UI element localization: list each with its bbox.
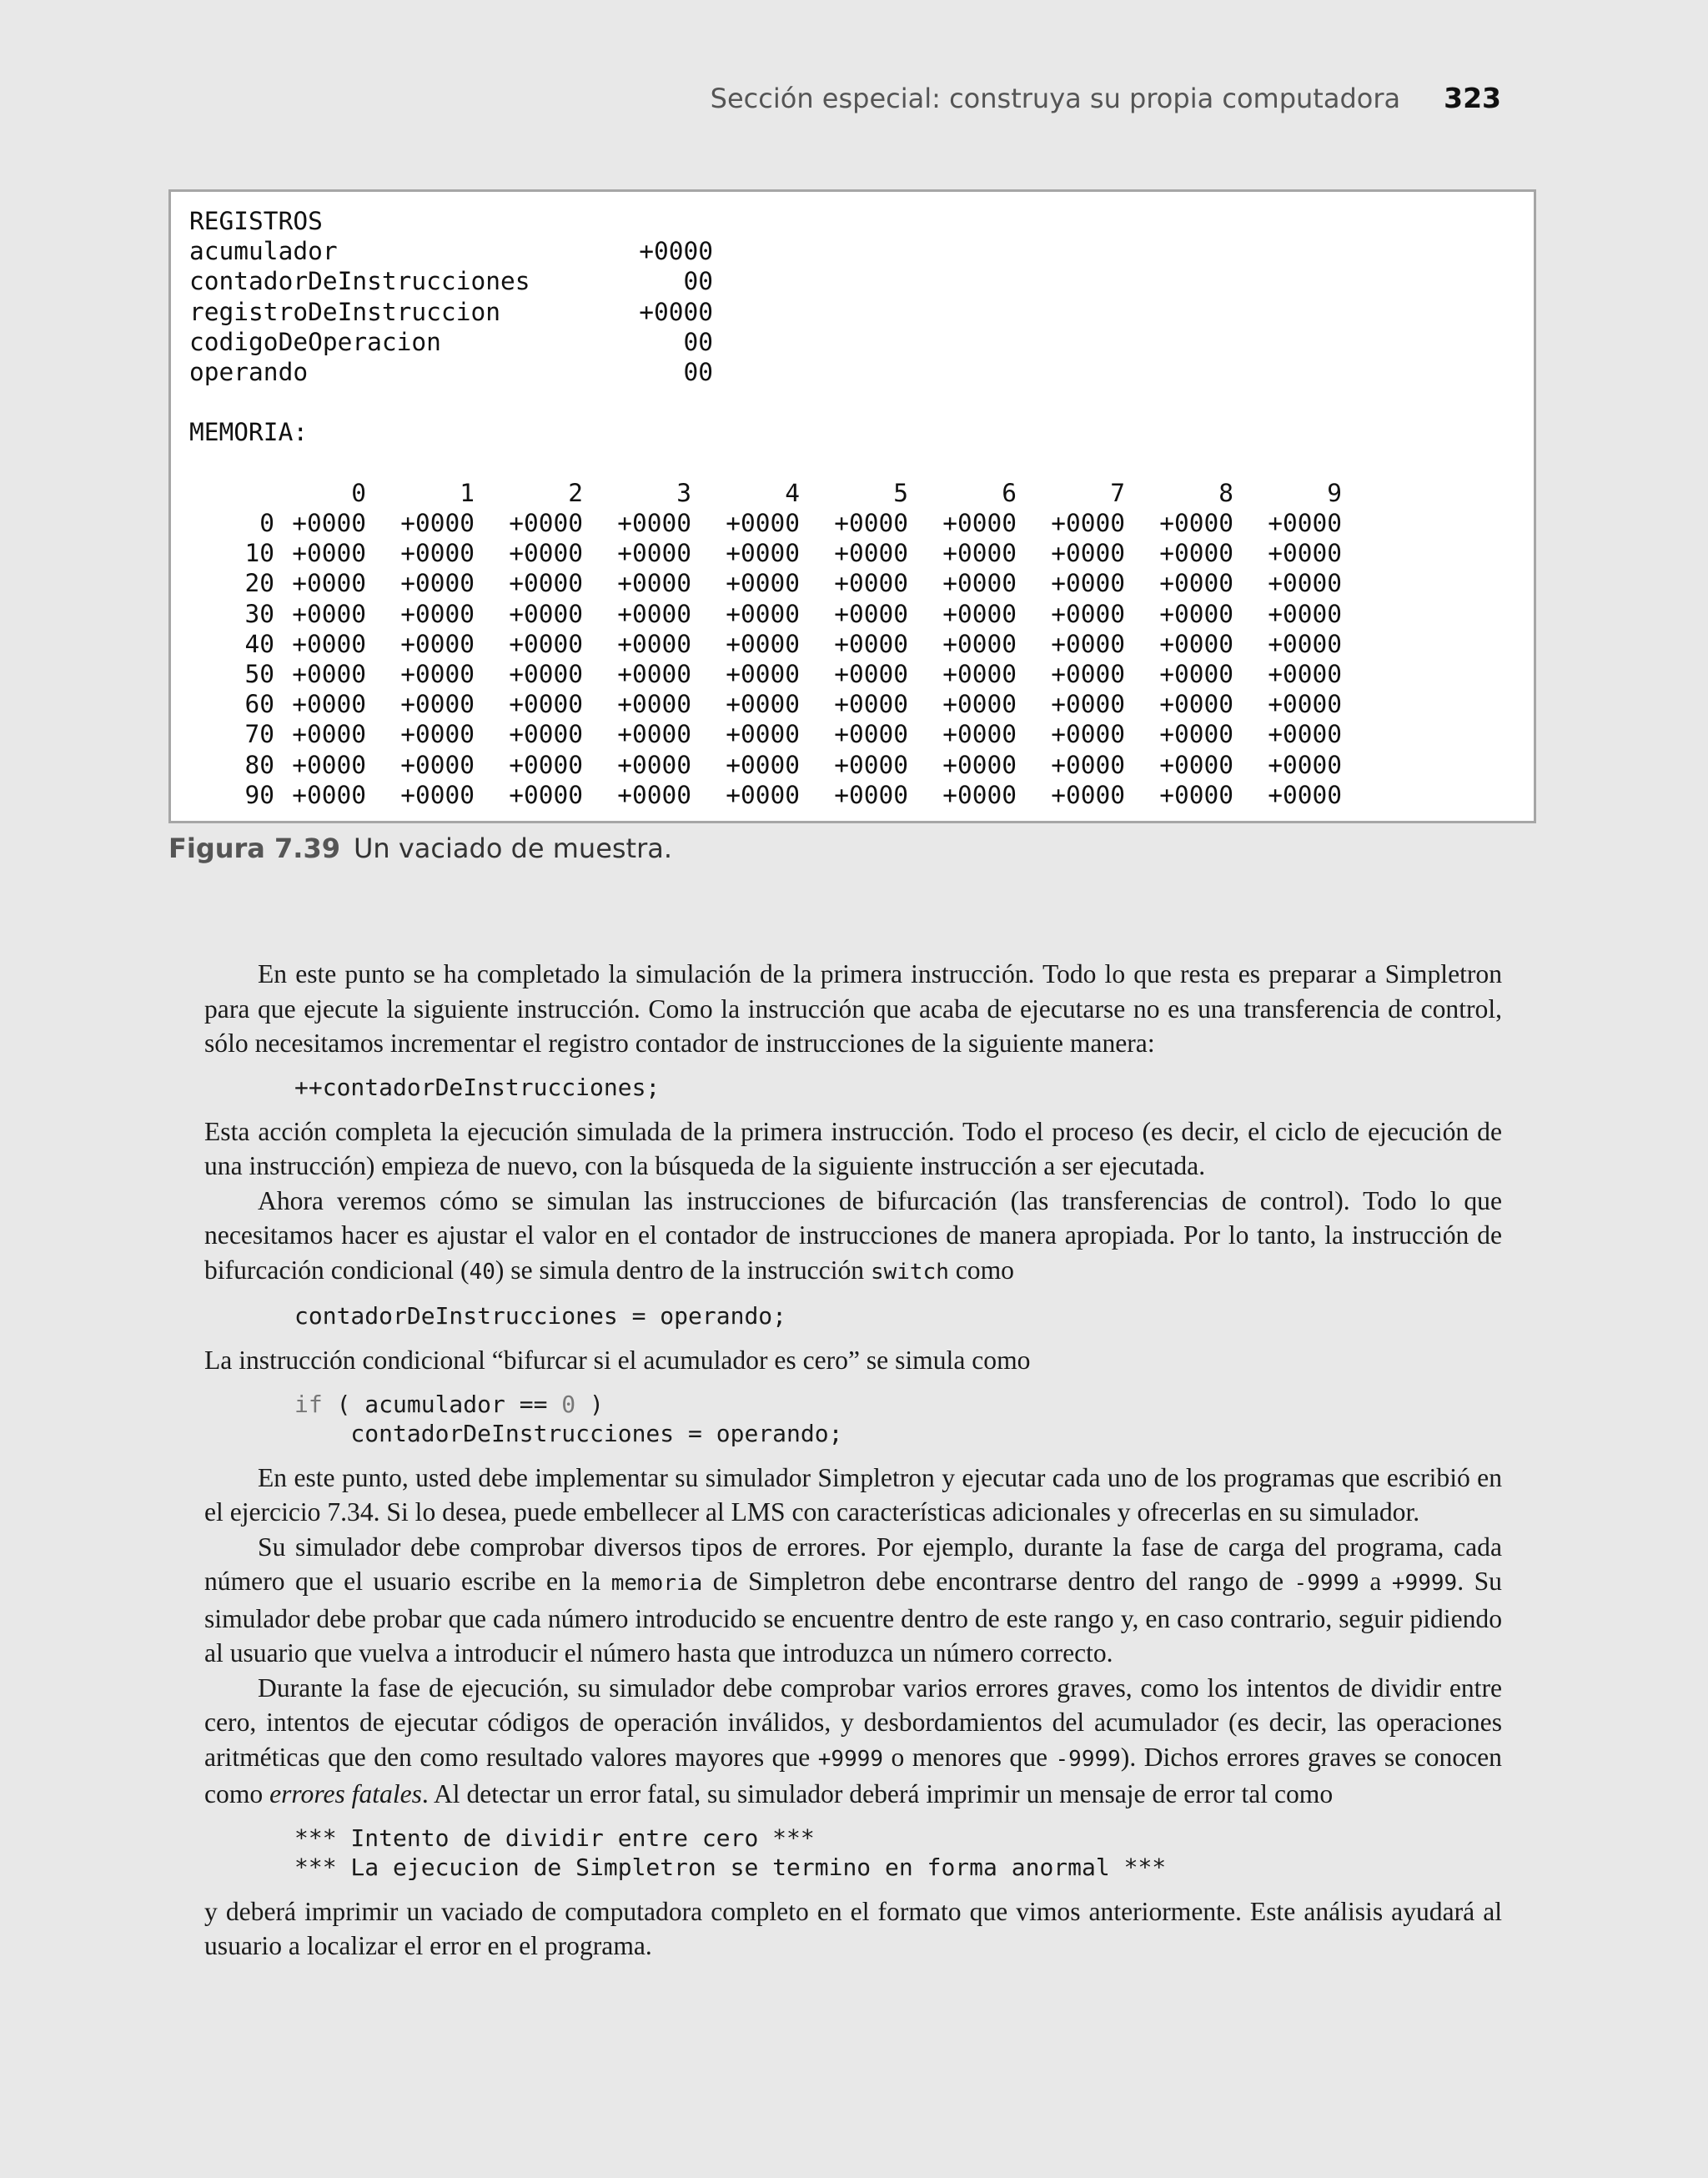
memory-row-label: 20 xyxy=(244,569,274,598)
memory-cell: +0000 xyxy=(942,629,1017,658)
memory-cell: +0000 xyxy=(1051,750,1125,779)
register-value: +0000 xyxy=(639,297,713,326)
paragraph: Ahora veremos cómo se simulan las instrucciones de bifurcación (las transferencias de control). Todo lo que necesitamos hacer es ajustar el valor en el contador de instrucciones de manera apropiada. Por lo tanto, la instrucción de bifurcación condicional (40) se simula dentro de la instrucción switch como xyxy=(204,1185,1502,1285)
memory-row-label: 30 xyxy=(244,599,274,628)
memory-cell: +0000 xyxy=(400,750,475,779)
memory-column-headers xyxy=(189,478,1515,508)
memory-cell: +0000 xyxy=(1051,569,1125,598)
memory-cell: +0000 xyxy=(509,539,583,568)
memory-cell: +0000 xyxy=(726,629,800,658)
register-value: 00 xyxy=(683,267,713,296)
memory-row xyxy=(189,719,1515,749)
memory-cell: +0000 xyxy=(1268,659,1342,688)
memory-cell: +0000 xyxy=(942,690,1017,719)
register-row xyxy=(189,357,1515,387)
memory-table xyxy=(189,508,1515,810)
memory-column-header: 5 xyxy=(893,478,908,507)
memory-cell: +0000 xyxy=(400,690,475,719)
code-snippet: contadorDeInstrucciones = operando; xyxy=(294,1302,787,1330)
memory-cell: +0000 xyxy=(509,750,583,779)
memory-row xyxy=(189,508,1515,538)
memory-cell: +0000 xyxy=(1159,508,1233,537)
memory-cell: +0000 xyxy=(617,750,691,779)
memory-cell: +0000 xyxy=(1268,720,1342,749)
memory-row-label: 70 xyxy=(244,720,274,749)
memory-row xyxy=(189,599,1515,629)
memory-cell: +0000 xyxy=(834,720,908,749)
register-value: +0000 xyxy=(639,237,713,266)
memory-cell: +0000 xyxy=(942,508,1017,537)
memory-dump-figure xyxy=(168,189,1536,823)
memory-cell: +0000 xyxy=(617,659,691,688)
memory-column-header: 0 xyxy=(351,478,366,507)
memory-column-header: 2 xyxy=(568,478,583,507)
body-text xyxy=(204,957,1502,1964)
memory-cell: +0000 xyxy=(292,659,366,688)
code-snippet: if ( acumulador == 0 ) contadorDeInstrucciones = operando; xyxy=(294,1390,843,1447)
memory-cell: +0000 xyxy=(726,659,800,688)
memory-cell: +0000 xyxy=(1268,539,1342,568)
memory-cell: +0000 xyxy=(617,539,691,568)
memory-row-label: 90 xyxy=(244,780,274,809)
memory-cell: +0000 xyxy=(726,508,800,537)
register-name: registroDeInstruccion xyxy=(189,297,500,326)
memory-row-label: 10 xyxy=(244,539,274,568)
paragraph: Durante la fase de ejecución, su simulador debe comprobar varios errores graves, como los intentos de dividir entre cero, intentos de ejecutar códigos de operación inválidos, y desbordamientos del acumulador (es decir, las operaciones aritméticas que den como resultado valores mayores que +9999 o menores que -9999). Dichos errores graves se conocen como errores fatales. Al detectar un error fatal, su simulador deberá imprimir un mensaje de error tal como xyxy=(204,1672,1502,1808)
memory-cell: +0000 xyxy=(509,780,583,809)
memory-row xyxy=(189,568,1515,598)
memory-cell: +0000 xyxy=(1268,569,1342,598)
memory-cell: +0000 xyxy=(617,780,691,809)
memory-cell: +0000 xyxy=(1159,629,1233,658)
memory-cell: +0000 xyxy=(1268,629,1342,658)
memory-cell: +0000 xyxy=(726,569,800,598)
memory-column-header: 7 xyxy=(1110,478,1125,507)
section-title: Sección especial: construya su propia computadora xyxy=(710,83,1401,114)
memory-row-label: 40 xyxy=(244,629,274,658)
running-head xyxy=(711,82,1501,114)
memory-cell: +0000 xyxy=(834,569,908,598)
memory-cell: +0000 xyxy=(942,599,1017,628)
memory-cell: +0000 xyxy=(509,599,583,628)
register-row xyxy=(189,236,1515,266)
memory-cell: +0000 xyxy=(617,599,691,628)
memory-cell: +0000 xyxy=(834,508,908,537)
memory-cell: +0000 xyxy=(1159,780,1233,809)
memory-column-header: 9 xyxy=(1327,478,1342,507)
memory-row-label: 60 xyxy=(244,690,274,719)
memory-row-label: 80 xyxy=(244,750,274,779)
memory-cell: +0000 xyxy=(400,780,475,809)
paragraph: Su simulador debe comprobar diversos tipos de errores. Por ejemplo, durante la fase de carga del programa, cada número que el usuario escribe en la memoria de Simpletron debe encontrarse dentro del rango de -9999 a +9999. Su simulador debe probar que cada número introducido se encuentre dentro de este rango y, en caso contrario, seguir pidiendo al usuario que vuelva a introducir el número hasta que introduzca un número correcto. xyxy=(204,1532,1502,1667)
register-value: 00 xyxy=(683,327,713,356)
memory-cell: +0000 xyxy=(726,720,800,749)
memory-cell: +0000 xyxy=(400,599,475,628)
memory-cell: +0000 xyxy=(726,599,800,628)
memory-cell: +0000 xyxy=(292,720,366,749)
memory-cell: +0000 xyxy=(1051,659,1125,688)
memory-cell: +0000 xyxy=(942,780,1017,809)
memory-cell: +0000 xyxy=(726,780,800,809)
memory-cell: +0000 xyxy=(726,690,800,719)
memory-cell: +0000 xyxy=(1159,659,1233,688)
register-row xyxy=(189,297,1515,327)
memory-cell: +0000 xyxy=(1159,690,1233,719)
memory-cell: +0000 xyxy=(1159,720,1233,749)
memory-corner xyxy=(189,478,274,508)
memory-cell: +0000 xyxy=(1159,599,1233,628)
memory-cell: +0000 xyxy=(1051,629,1125,658)
memory-cell: +0000 xyxy=(834,659,908,688)
registers-title: REGISTROS xyxy=(189,207,323,235)
page-number: 323 xyxy=(1444,82,1501,114)
memory-cell: +0000 xyxy=(834,629,908,658)
memory-cell: +0000 xyxy=(834,690,908,719)
memory-cell: +0000 xyxy=(1268,599,1342,628)
memory-cell: +0000 xyxy=(400,629,475,658)
memory-cell: +0000 xyxy=(509,690,583,719)
paragraph: y deberá imprimir un vaciado de computadora completo en el formato que vimos anteriormente. Este análisis ayudará al usuario a localizar el error en el programa. xyxy=(204,1896,1502,1960)
memory-row xyxy=(189,629,1515,659)
memory-cell: +0000 xyxy=(834,539,908,568)
memory-cell: +0000 xyxy=(1268,780,1342,809)
paragraph: Esta acción completa la ejecución simulada de la primera instrucción. Todo el proceso (es decir, el ciclo de ejecución de una instrucción) empieza de nuevo, con la búsqueda de la siguiente instrucción a ser ejecutada. xyxy=(204,1116,1502,1180)
memory-row xyxy=(189,689,1515,719)
memory-row xyxy=(189,659,1515,689)
figure-caption-text: Un vaciado de muestra. xyxy=(353,832,673,864)
memory-title: MEMORIA: xyxy=(189,418,309,447)
memory-column-header: 3 xyxy=(676,478,691,507)
paragraph: En este punto se ha completado la simulación de la primera instrucción. Todo lo que resta es preparar a Simpletron para que ejecute la siguiente instrucción. Como la instrucción que acaba de ejecutarse no es una transferencia de control, sólo necesitamos incrementar el registro contador de instrucciones de la siguiente manera: xyxy=(204,959,1502,1058)
memory-cell: +0000 xyxy=(400,720,475,749)
memory-cell: +0000 xyxy=(400,659,475,688)
memory-column-header: 6 xyxy=(1002,478,1017,507)
code-snippet: *** Intento de dividir entre cero *** *** La ejecucion de Simpletron se termino en forma anormal *** xyxy=(294,1823,1167,1881)
memory-cell: +0000 xyxy=(509,720,583,749)
memory-row-label: 50 xyxy=(244,659,274,688)
memory-cell: +0000 xyxy=(292,780,366,809)
memory-cell: +0000 xyxy=(1051,539,1125,568)
memory-cell: +0000 xyxy=(1051,720,1125,749)
figure-caption xyxy=(168,832,672,864)
register-row xyxy=(189,327,1515,357)
memory-cell: +0000 xyxy=(942,659,1017,688)
memory-cell: +0000 xyxy=(1268,750,1342,779)
memory-cell: +0000 xyxy=(1159,569,1233,598)
register-name: operando xyxy=(189,358,309,386)
memory-cell: +0000 xyxy=(834,750,908,779)
memory-cell: +0000 xyxy=(617,720,691,749)
memory-cell: +0000 xyxy=(292,750,366,779)
memory-cell: +0000 xyxy=(617,629,691,658)
memory-cell: +0000 xyxy=(617,569,691,598)
register-value: 00 xyxy=(683,358,713,386)
memory-cell: +0000 xyxy=(942,750,1017,779)
register-name: acumulador xyxy=(189,237,338,266)
memory-cell: +0000 xyxy=(1051,690,1125,719)
memory-cell: +0000 xyxy=(509,508,583,537)
code-snippet: ++contadorDeInstrucciones; xyxy=(294,1073,661,1101)
memory-cell: +0000 xyxy=(726,750,800,779)
memory-cell: +0000 xyxy=(292,599,366,628)
memory-cell: +0000 xyxy=(292,690,366,719)
memory-cell: +0000 xyxy=(509,659,583,688)
memory-cell: +0000 xyxy=(400,508,475,537)
memory-column-header: 1 xyxy=(460,478,475,507)
memory-cell: +0000 xyxy=(726,539,800,568)
memory-column-header: 4 xyxy=(785,478,800,507)
memory-cell: +0000 xyxy=(400,539,475,568)
memory-cell: +0000 xyxy=(292,508,366,537)
memory-cell: +0000 xyxy=(1268,508,1342,537)
register-row xyxy=(189,266,1515,296)
memory-cell: +0000 xyxy=(1051,599,1125,628)
memory-row xyxy=(189,750,1515,780)
memory-cell: +0000 xyxy=(1268,690,1342,719)
memory-cell: +0000 xyxy=(1159,750,1233,779)
memory-row-label: 0 xyxy=(259,508,274,537)
memory-cell: +0000 xyxy=(942,539,1017,568)
memory-cell: +0000 xyxy=(617,508,691,537)
memory-cell: +0000 xyxy=(292,569,366,598)
paragraph: La instrucción condicional “bifurcar si el acumulador es cero” se simula como xyxy=(204,1346,1031,1375)
memory-cell: +0000 xyxy=(942,569,1017,598)
memory-row xyxy=(189,538,1515,568)
memory-cell: +0000 xyxy=(292,539,366,568)
memory-cell: +0000 xyxy=(1051,508,1125,537)
memory-cell: +0000 xyxy=(617,690,691,719)
memory-column-header: 8 xyxy=(1218,478,1233,507)
register-name: codigoDeOperacion xyxy=(189,327,441,356)
memory-cell: +0000 xyxy=(400,569,475,598)
memory-row xyxy=(189,780,1515,810)
memory-cell: +0000 xyxy=(1051,780,1125,809)
memory-cell: +0000 xyxy=(1159,539,1233,568)
memory-cell: +0000 xyxy=(509,629,583,658)
register-name: contadorDeInstrucciones xyxy=(189,267,530,296)
memory-cell: +0000 xyxy=(834,780,908,809)
memory-cell: +0000 xyxy=(942,720,1017,749)
memory-cell: +0000 xyxy=(834,599,908,628)
memory-cell: +0000 xyxy=(292,629,366,658)
memory-cell: +0000 xyxy=(509,569,583,598)
paragraph: En este punto, usted debe implementar su simulador Simpletron y ejecutar cada uno de los programas que escribió en el ejercicio 7.34. Si lo desea, puede embellecer al LMS con características adicionales y ofrecerlas en su simulador. xyxy=(204,1462,1502,1527)
figure-label: Figura 7.39 xyxy=(168,832,340,864)
